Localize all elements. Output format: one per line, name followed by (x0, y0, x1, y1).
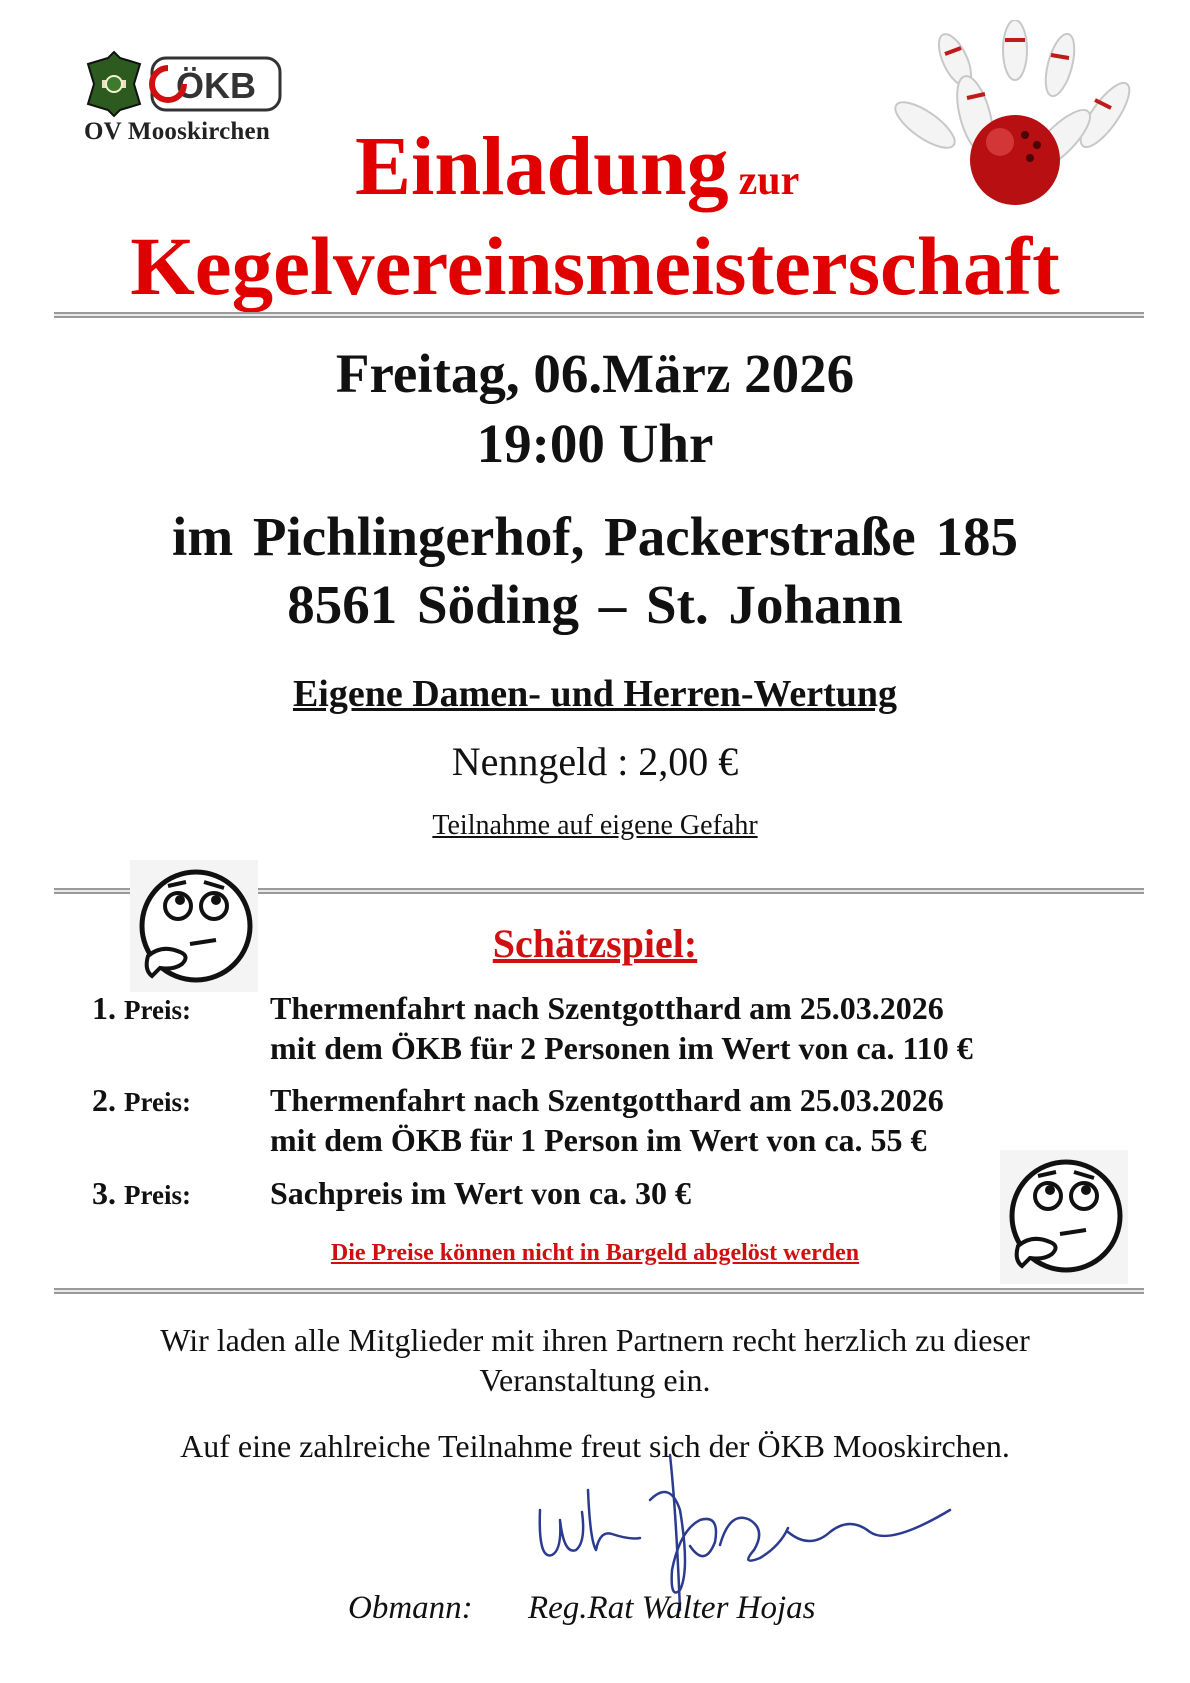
svg-text:ÖKB: ÖKB (176, 65, 256, 106)
prize-item: 1. Preis: Thermenfahrt nach Szentgotthard am 25.03.2026 mit dem ÖKB für 2 Personen im Wert von ca. 110 € (92, 990, 973, 1066)
title-line2: Kegelvereinsmeisterschaft (130, 220, 1060, 312)
okb-badge (152, 58, 280, 110)
event-place-line2: 8561 Söding – St. Johann (287, 574, 903, 635)
prize-line1: Sachpreis im Wert von ca. 30 € (270, 1175, 692, 1211)
logo-text: OV Mooskirchen (84, 118, 270, 145)
no-cash-note: Die Preise können nicht in Bargeld abgelöst werden (330, 1240, 860, 1266)
closing-text: Auf eine zahlreiche Teilnahme freut sich der ÖKB Mooskirchen. (180, 1428, 1010, 1464)
title-main: Einladung (355, 120, 729, 213)
prize-line1: Thermenfahrt nach Szentgotthard am 25.03.2026 (270, 1082, 944, 1118)
event-date: Freitag, 06.März 2026 (335, 343, 855, 404)
signer-name: Reg.Rat Walter Hojas (528, 1590, 816, 1626)
prize-line2: mit dem ÖKB für 2 Personen im Wert von ca. 110 € (270, 1030, 973, 1066)
event-rating: Eigene Damen- und Herren-Wertung (292, 673, 898, 715)
event-risk: Teilnahme auf eigene Gefahr (432, 810, 758, 841)
invite-line1: Wir laden alle Mitglieder mit ihren Partnern recht herzlich zu dieser (160, 1322, 1030, 1358)
event-time: 19:00 Uhr (476, 413, 714, 474)
prize-item: 3. Preis: Sachpreis im Wert von ca. 30 € (92, 1175, 692, 1211)
divider (54, 1288, 1144, 1294)
event-place-line1: im Pichlingerhof, Packerstraße 185 (172, 506, 1018, 567)
prize-item: 2. Preis: Thermenfahrt nach Szentgotthard am 25.03.2026 mit dem ÖKB für 1 Person im Wert von ca. 55 € (92, 1082, 944, 1158)
title-small: zur (738, 158, 800, 204)
invite-line2: Veranstaltung ein. (479, 1362, 711, 1398)
title-line1 (355, 118, 799, 215)
quiz-title: Schätzspiel: (492, 921, 698, 966)
event-fee: Nenngeld : 2,00 € (451, 739, 739, 784)
okb-cross-logo-icon (88, 52, 140, 116)
prize-line2: mit dem ÖKB für 1 Person im Wert von ca. 55 € (270, 1122, 927, 1158)
prize-line1: Thermenfahrt nach Szentgotthard am 25.03.2026 (270, 990, 944, 1026)
signer-role: Obmann: (348, 1590, 473, 1626)
divider (54, 312, 1144, 318)
bowling-pins-icon (855, 20, 1155, 220)
